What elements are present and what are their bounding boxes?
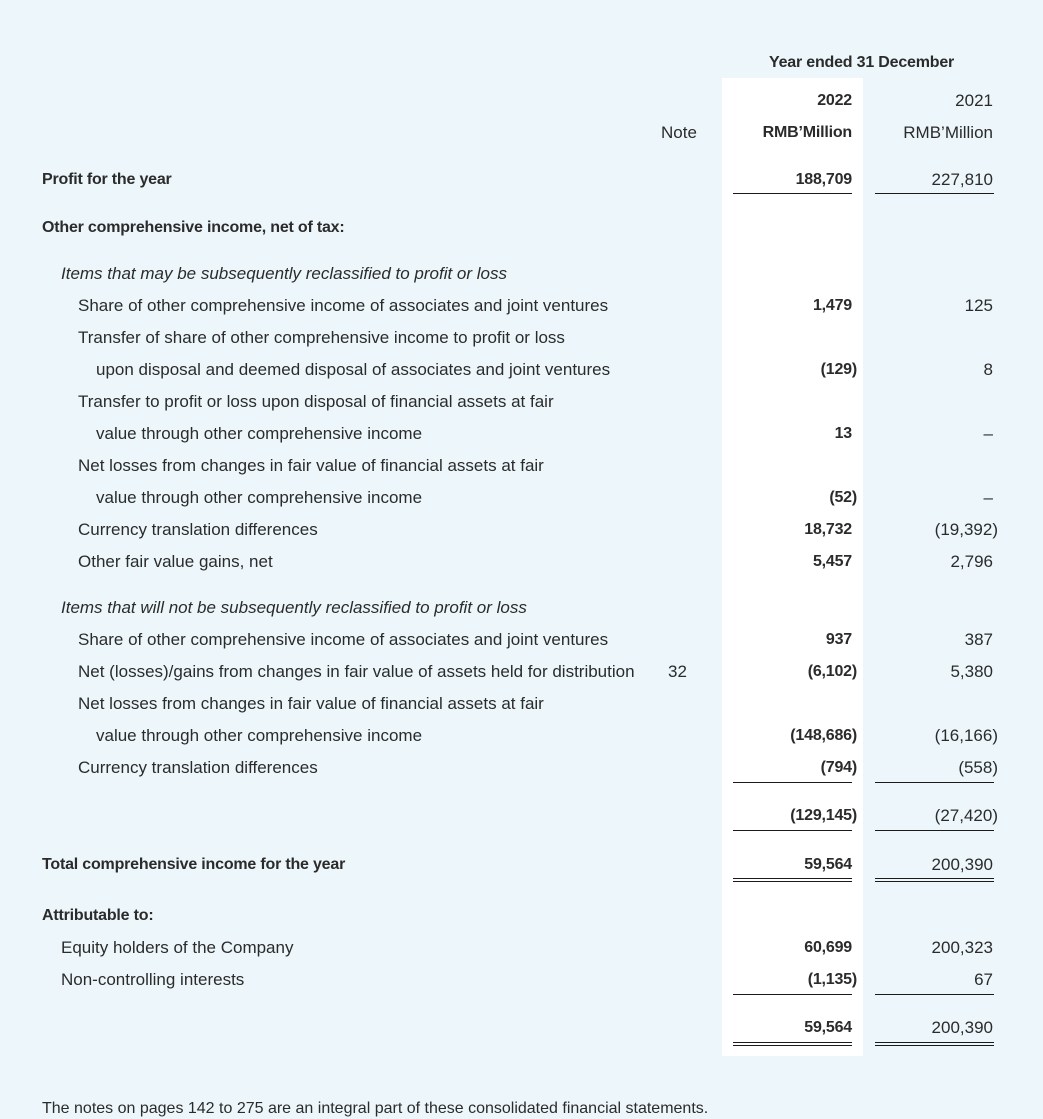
total-ci-2022: 59,564 [804, 856, 852, 873]
value-2022: 1,479 [812, 297, 852, 314]
line-item-label: Transfer of share of other comprehensive income to profit or loss [78, 328, 565, 347]
line-item-label: Share of other comprehensive income of associates and joint ventures [78, 630, 609, 649]
line-item-label: Net losses from changes in fair value of financial assets at fair [78, 694, 544, 713]
unit-2022-heading: RMB’Million [762, 124, 852, 141]
note-heading: Note [661, 123, 697, 142]
underline [733, 830, 852, 831]
reclassified-heading: Items that may be subsequently reclassified to profit or loss [61, 264, 507, 283]
value-2021: 67 [974, 970, 993, 989]
value-2021: – [983, 424, 993, 443]
period-heading: Year ended 31 December [769, 54, 955, 71]
underline [875, 193, 994, 194]
value-2021: 387 [964, 630, 993, 649]
total-ci-2021: 200,390 [931, 855, 993, 874]
underline [733, 782, 852, 783]
double-underline [733, 1042, 852, 1046]
line-item-label-continued: value through other comprehensive income [96, 424, 423, 443]
underline [733, 994, 852, 995]
line-item-label: Equity holders of the Company [61, 938, 294, 957]
underline [875, 994, 994, 995]
underline [733, 193, 852, 194]
double-underline [875, 1042, 994, 1046]
line-item-label: Currency translation differences [78, 758, 318, 777]
value-2022: (6,102) [807, 663, 857, 680]
year-2022-heading: 2022 [817, 92, 852, 109]
attributable-total-2021: 200,390 [931, 1018, 993, 1037]
profit-2021: 227,810 [931, 170, 993, 189]
value-2022: 60,699 [804, 939, 852, 956]
oci-heading: Other comprehensive income, net of tax: [42, 219, 345, 236]
line-item-label-continued: upon disposal and deemed disposal of associates and joint ventures [96, 360, 611, 379]
line-item-label: Non-controlling interests [61, 970, 245, 989]
value-2022: (1,135) [807, 971, 857, 988]
oci-total-2021: (27,420) [934, 806, 998, 825]
footer-note: The notes on pages 142 to 275 are an integral part of these consolidated financial statements. [42, 1100, 709, 1117]
value-2022: (794) [820, 759, 857, 776]
line-item-label: Other fair value gains, net [78, 552, 273, 571]
total-ci-label: Total comprehensive income for the year [42, 856, 346, 873]
profit-label: Profit for the year [42, 171, 172, 188]
value-2022: (148,686) [790, 727, 857, 744]
value-2022: (52) [829, 489, 857, 506]
attributable-total-2022: 59,564 [804, 1019, 852, 1036]
line-item-label: Net losses from changes in fair value of financial assets at fair [78, 456, 544, 475]
value-2021: (16,166) [934, 726, 998, 745]
value-2021: (19,392) [934, 520, 998, 539]
line-item-label-continued: value through other comprehensive income [96, 488, 423, 507]
attributable-heading: Attributable to: [42, 907, 154, 924]
double-underline [875, 878, 994, 882]
value-2021: 2,796 [950, 552, 993, 571]
value-2022: 13 [834, 425, 852, 442]
value-2021: 200,323 [931, 938, 993, 957]
value-2021: 8 [983, 360, 993, 379]
profit-2022: 188,709 [795, 171, 852, 188]
value-2022: (129) [820, 361, 857, 378]
year-2021-heading: 2021 [955, 91, 993, 110]
value-2021: 5,380 [950, 662, 993, 681]
note-reference: 32 [668, 662, 687, 681]
line-item-label: Transfer to profit or loss upon disposal of financial assets at fair [78, 392, 554, 411]
underline [875, 782, 994, 783]
value-2021: 125 [964, 296, 993, 315]
line-item-label: Net (losses)/gains from changes in fair value of assets held for distribution [78, 662, 635, 681]
not-reclassified-heading: Items that will not be subsequently reclassified to profit or loss [61, 598, 527, 617]
underline [875, 830, 994, 831]
value-2022: 5,457 [812, 553, 852, 570]
value-2021: (558) [958, 758, 998, 777]
oci-total-2022: (129,145) [790, 807, 857, 824]
line-item-label: Currency translation differences [78, 520, 318, 539]
value-2021: – [983, 488, 993, 507]
line-item-label-continued: value through other comprehensive income [96, 726, 423, 745]
line-item-label: Share of other comprehensive income of associates and joint ventures [78, 296, 609, 315]
double-underline [733, 878, 852, 882]
unit-2021-heading: RMB’Million [903, 123, 993, 142]
value-2022: 18,732 [804, 521, 852, 538]
value-2022: 937 [825, 631, 852, 648]
